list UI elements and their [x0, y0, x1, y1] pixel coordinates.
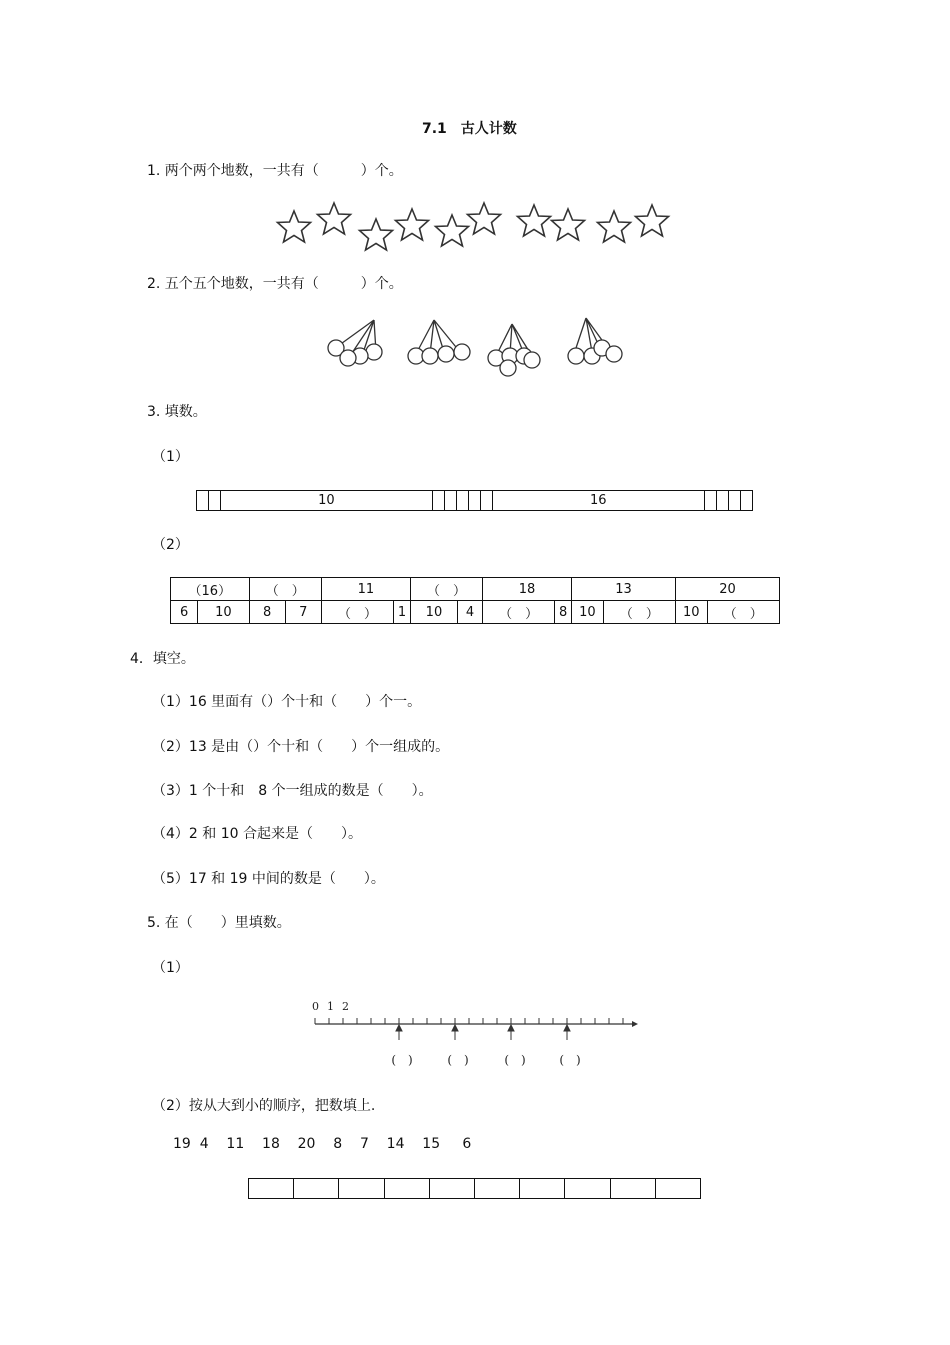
numline-blank: ( )	[447, 1053, 469, 1067]
question-2: 2. 五个五个地数，一共有（ ）个。	[147, 276, 403, 292]
grid-cell[interactable]	[740, 491, 752, 511]
grid-cell[interactable]	[480, 491, 492, 511]
cherry-bunch-icon	[408, 320, 470, 364]
grid-total-cell: 20	[675, 578, 779, 601]
answer-cell[interactable]	[474, 1179, 519, 1199]
grid-cell[interactable]	[728, 491, 740, 511]
q4-item-4: （4）2 和 10 合起来是（ ）。	[152, 826, 362, 842]
grid-cell: 16	[492, 491, 704, 511]
page-title: 7.1 古人计数	[422, 121, 517, 137]
grid-part-cell: 4	[458, 601, 483, 624]
grid-total-cell: 11	[321, 578, 410, 601]
grid-part-cell: 10	[572, 601, 604, 624]
star-icon	[552, 209, 585, 240]
numline-label: 0	[312, 1000, 319, 1013]
star-icon	[396, 209, 429, 240]
answer-cell[interactable]	[565, 1179, 610, 1199]
q5-answer-grid	[248, 1178, 701, 1199]
numline-blank: ( )	[504, 1053, 526, 1067]
q4-item-3: （3）1 个十和 8 个一组成的数是（ ）。	[152, 783, 433, 799]
q4-item-1: （1）16 里面有（）个十和（ ）个一。	[152, 694, 422, 710]
grid-cell[interactable]	[716, 491, 728, 511]
grid-part-cell: 10	[675, 601, 707, 624]
arrow-up-icon	[564, 1025, 570, 1031]
grid-part-cell: 10	[198, 601, 249, 624]
q3-part2-grid	[170, 577, 780, 624]
grid-total-cell[interactable]: （ ）	[249, 578, 321, 601]
grid-part-cell: 1	[394, 601, 411, 624]
grid-part-cell: 6	[171, 601, 198, 624]
question-1: 1. 两个两个地数，一共有（ ）个。	[147, 163, 403, 179]
cherry-bunch-icon	[328, 320, 382, 366]
grid-cell[interactable]	[704, 491, 716, 511]
question-4: 4．填空。	[130, 651, 195, 667]
q5-part1-label: （1）	[152, 960, 189, 976]
grid-total-cell: 13	[572, 578, 676, 601]
arrow-up-icon	[396, 1025, 402, 1031]
cherry-bunch-icon	[568, 318, 622, 364]
answer-cell[interactable]	[339, 1179, 384, 1199]
grid-part-cell: 8	[249, 601, 285, 624]
numline-arrows	[396, 1025, 570, 1040]
grid-cell[interactable]	[197, 491, 209, 511]
question-3: 3. 填数。	[147, 404, 207, 420]
grid-part-cell[interactable]: （ ）	[603, 601, 675, 624]
star-icon	[636, 205, 669, 236]
answer-cell[interactable]	[294, 1179, 339, 1199]
arrow-up-icon	[452, 1025, 458, 1031]
grid-cell[interactable]	[468, 491, 480, 511]
numline-label: 1	[327, 1000, 334, 1013]
star-icon	[360, 219, 393, 250]
answer-cell[interactable]	[429, 1179, 474, 1199]
answer-cell[interactable]	[655, 1179, 700, 1199]
q4-item-5: （5）17 和 19 中间的数是（ ）。	[152, 871, 385, 887]
grid-cell[interactable]	[456, 491, 468, 511]
grid-cell[interactable]	[444, 491, 456, 511]
star-icon	[468, 203, 501, 234]
star-icon	[436, 215, 469, 246]
grid-cell: 10	[221, 491, 433, 511]
grid-part-cell: 7	[285, 601, 321, 624]
answer-cell[interactable]	[520, 1179, 565, 1199]
grid-part-cell[interactable]: （ ）	[707, 601, 779, 624]
stars-illustration	[274, 198, 674, 254]
grid-cell[interactable]	[432, 491, 444, 511]
star-icon	[518, 205, 551, 236]
answer-cell[interactable]	[249, 1179, 294, 1199]
answer-cell[interactable]	[610, 1179, 655, 1199]
number-line	[310, 996, 650, 1076]
q3-part2-label: （2）	[152, 537, 189, 553]
grid-part-cell[interactable]: （ ）	[483, 601, 555, 624]
arrow-up-icon	[508, 1025, 514, 1031]
cherries-illustration	[320, 316, 630, 380]
numline-label: 2	[342, 1000, 349, 1013]
numline-blank: ( )	[559, 1053, 581, 1067]
star-icon	[278, 211, 311, 242]
numline-ticks	[315, 1018, 623, 1024]
question-5: 5. 在（ ）里填数。	[147, 915, 291, 931]
cherry-bunch-icon	[488, 324, 540, 376]
q5-part2-text: （2）按从大到小的顺序，把数填上.	[152, 1098, 376, 1114]
grid-cell[interactable]	[209, 491, 221, 511]
star-icon	[318, 203, 351, 234]
q4-item-2: （2）13 是由（）个十和（ ）个一组成的。	[152, 739, 450, 755]
grid-part-cell: 8	[555, 601, 572, 624]
q5-number-list: 19 4 11 18 20 8 7 14 15 6	[173, 1136, 472, 1152]
grid-total-cell: 18	[483, 578, 572, 601]
q3-part1-grid	[196, 490, 753, 511]
grid-part-cell[interactable]: （ ）	[321, 601, 393, 624]
star-icon	[598, 211, 631, 242]
q3-part1-label: （1）	[152, 449, 189, 465]
grid-total-cell: （16）	[171, 578, 250, 601]
grid-part-cell: 10	[410, 601, 457, 624]
numline-blank: ( )	[391, 1053, 413, 1067]
answer-cell[interactable]	[384, 1179, 429, 1199]
grid-total-cell[interactable]: （ ）	[410, 578, 482, 601]
